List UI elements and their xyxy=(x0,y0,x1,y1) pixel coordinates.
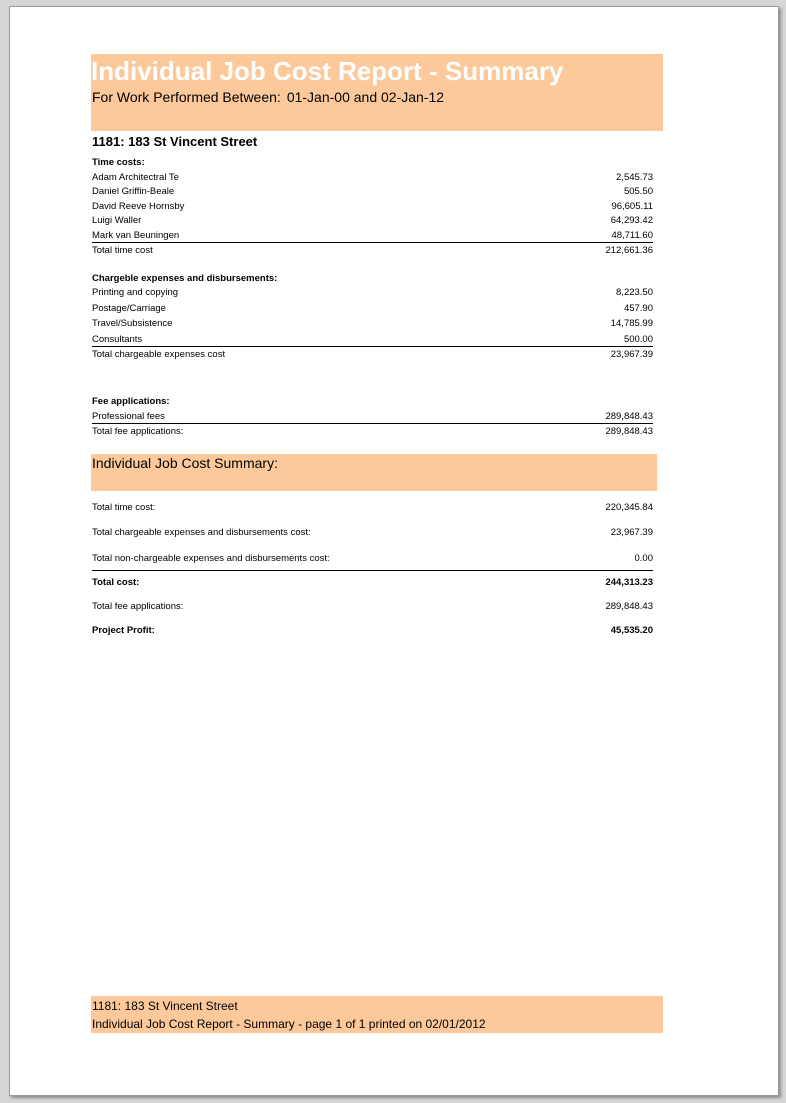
fee-row xyxy=(92,410,653,423)
row-value: 48,711.60 xyxy=(611,230,653,241)
row-value: 457.90 xyxy=(623,303,653,314)
time-cost-row xyxy=(92,214,653,227)
expense-row xyxy=(92,333,653,346)
row-label: Printing and copying xyxy=(92,287,179,298)
row-label: Mark van Beuningen xyxy=(92,230,180,241)
row-value: 500.00 xyxy=(623,334,653,345)
row-label: Total chargeable expenses cost xyxy=(92,349,226,360)
summary-total-time-row xyxy=(92,501,653,514)
row-label: Total time cost xyxy=(92,245,153,256)
row-label: Total fee applications: xyxy=(92,426,184,437)
row-label: Total cost: xyxy=(92,577,140,588)
row-value: 2,545.73 xyxy=(616,172,653,183)
divider xyxy=(92,423,653,424)
footer-job: 1181: 183 St Vincent Street xyxy=(92,999,238,1013)
subtitle-dates: 01-Jan-00 and 02-Jan-12 xyxy=(286,89,445,105)
row-label: Total non-chargeable expenses and disbursements cost: xyxy=(92,553,330,564)
footer-page-info: Individual Job Cost Report - Summary - page 1 of 1 printed on 02/01/2012 xyxy=(92,1017,486,1031)
row-value: 23,967.39 xyxy=(610,527,653,538)
row-value: 8,223.50 xyxy=(616,287,653,298)
summary-total-fees-row xyxy=(92,600,653,613)
subtitle-prefix: For Work Performed Between: xyxy=(92,89,281,105)
row-value: 64,293.42 xyxy=(610,215,653,226)
row-label: David Reeve Hornsby xyxy=(92,201,185,212)
job-title: 1181: 183 St Vincent Street xyxy=(92,134,258,149)
expenses-heading: Chargeble expenses and disbursements: xyxy=(92,273,278,284)
row-label: Professional fees xyxy=(92,411,165,422)
summary-non-chargeable-row xyxy=(92,552,653,565)
row-label: Luigi Waller xyxy=(92,215,142,226)
row-label: Total fee applications: xyxy=(92,601,184,612)
row-label: Consultants xyxy=(92,334,143,345)
row-value: 289,848.43 xyxy=(605,426,653,437)
row-value: 212,661.36 xyxy=(605,245,653,256)
expense-row xyxy=(92,286,653,299)
time-cost-row xyxy=(92,200,653,213)
row-label: Adam Architectral Te xyxy=(92,172,179,183)
row-value: 23,967.39 xyxy=(610,349,653,360)
row-value: 244,313.23 xyxy=(605,577,653,588)
row-value: 45,535.20 xyxy=(610,625,653,636)
report-subtitle xyxy=(92,89,444,105)
time-cost-row xyxy=(92,185,653,198)
summary-chargeable-row xyxy=(92,526,653,539)
fees-heading: Fee applications: xyxy=(92,396,170,407)
row-value: 96,605.11 xyxy=(611,201,653,212)
row-value: 0.00 xyxy=(634,553,653,564)
row-label: Travel/Subsistence xyxy=(92,318,173,329)
row-value: 14,785.99 xyxy=(610,318,653,329)
divider xyxy=(92,346,653,347)
divider xyxy=(92,570,653,571)
row-value: 505.50 xyxy=(623,186,653,197)
row-label: Postage/Carriage xyxy=(92,303,166,314)
report-page xyxy=(9,6,779,1096)
total-expenses-row xyxy=(92,348,653,361)
time-costs-heading: Time costs: xyxy=(92,157,145,168)
time-cost-row xyxy=(92,229,653,242)
row-value: 289,848.43 xyxy=(605,601,653,612)
time-cost-row xyxy=(92,171,653,184)
total-fees-row xyxy=(92,425,653,438)
row-label: Total time cost: xyxy=(92,502,156,513)
summary-project-profit-row xyxy=(92,624,653,637)
summary-title: Individual Job Cost Summary: xyxy=(92,455,278,471)
row-label: Daniel Griffin-Beale xyxy=(92,186,175,197)
row-value: 220,345.84 xyxy=(605,502,653,513)
row-label: Total chargeable expenses and disbursements cost: xyxy=(92,527,311,538)
row-value: 289,848.43 xyxy=(605,411,653,422)
expense-row xyxy=(92,317,653,330)
row-label: Project Profit: xyxy=(92,625,155,636)
report-title: Individual Job Cost Report - Summary xyxy=(91,56,564,86)
total-time-cost-row xyxy=(92,244,653,257)
expense-row xyxy=(92,302,653,315)
divider xyxy=(92,242,653,243)
summary-total-cost-row xyxy=(92,576,653,589)
